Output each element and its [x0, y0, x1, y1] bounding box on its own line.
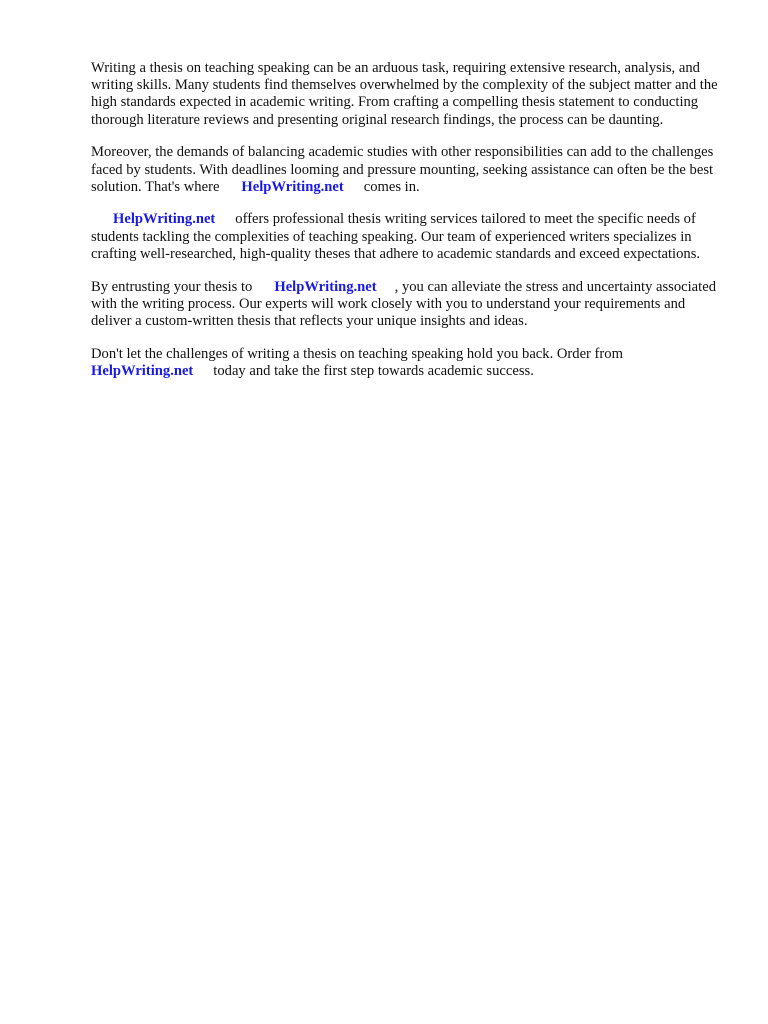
paragraph-text: Writing a thesis on teaching speaking can be an arduous task, requiring extensive research, analysis, and writing skills. Many students find themselves overwhelmed by the complexity of the subject matter and the high standards expected in academic writing. From crafting a compelling thesis statement to conducting thorough literature reviews and presenting original research findings, the process can be daunting.	[91, 60, 718, 128]
paragraph-entrusting	[91, 279, 721, 331]
paragraph-text-after: today and take the first step towards academic success.	[213, 362, 534, 379]
paragraph-text-after: , you can alleviate the stress and uncertainty associated with the writing process. Our experts will work closely with you to understand your requirements and deliver a custom-written thesis that reflects your unique insights and ideas.	[91, 278, 716, 329]
helpwriting-link[interactable]: HelpWriting.net	[113, 211, 216, 228]
paragraph-moreover	[91, 144, 721, 196]
helpwriting-link[interactable]: HelpWriting.net	[274, 278, 377, 295]
paragraph-text-before: Moreover, the demands of balancing academic studies with other responsibilities can add to the challenges faced by students. With deadlines looming and pressure mounting, seeking assistance can often be the best solution. That's where	[91, 144, 714, 195]
paragraph-text-after: comes in.	[363, 178, 420, 195]
document-body	[91, 60, 721, 396]
paragraph-text-before: By entrusting your thesis to	[91, 278, 253, 295]
helpwriting-link[interactable]: HelpWriting.net	[241, 178, 344, 195]
paragraph-text-before: Don't let the challenges of writing a thesis on teaching speaking hold you back. Order from	[91, 345, 623, 362]
paragraph-text-after: offers professional thesis writing services tailored to meet the specific needs of students tackling the complexities of teaching speaking. Our team of experienced writers specializes in crafting well-researched, high-quality theses that adhere to academic standards and exceed expectations.	[91, 211, 701, 262]
paragraph-services	[91, 211, 721, 263]
paragraph-intro	[91, 60, 721, 129]
helpwriting-link[interactable]: HelpWriting.net	[91, 362, 194, 379]
paragraph-call-to-action	[91, 346, 721, 380]
